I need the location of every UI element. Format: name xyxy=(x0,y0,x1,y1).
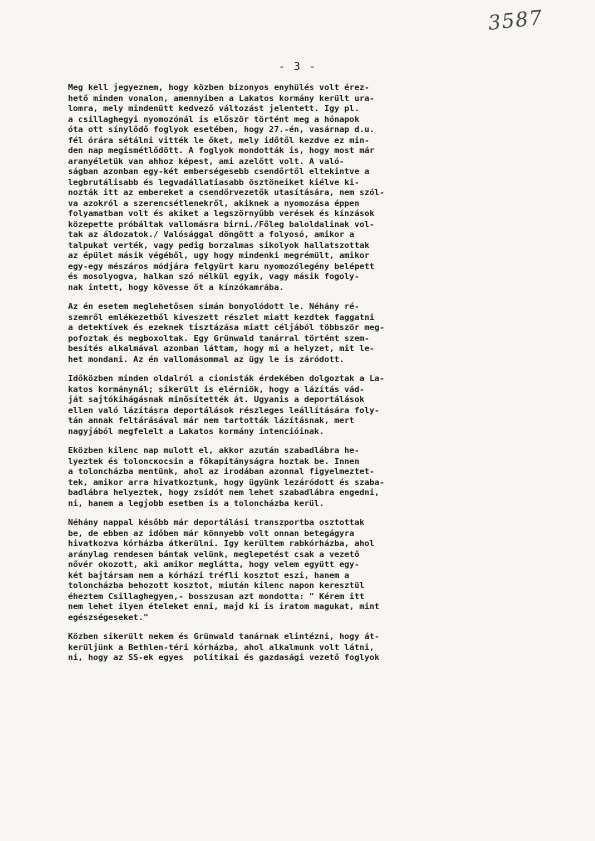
text-line: nővér okozott, aki amikor meglátta, hogy velem együtt egy- xyxy=(68,559,360,569)
paragraph xyxy=(68,373,558,436)
text-line: va azokról a szerencsétlenekről, akiknek a nyomozása éppen xyxy=(68,197,360,208)
text-line: ni, hogy az SS-ek egyes politikai és gazdasági vezető foglyok xyxy=(68,652,380,662)
text-line: két bajtársam nem a kórházi tréfli kosztot eszi, hanem a xyxy=(68,569,350,580)
text-line: közepette próbáltak vallomásra birni./Főleg baloldalinak vol- xyxy=(68,218,375,229)
text-line: het mondani. Az én vallomásommal az ügy le is záródott. xyxy=(68,353,345,364)
page-number: - 3 - xyxy=(278,60,317,73)
text-line: nozták itt az embereket a csendőrvezetők utasítására, nem szól- xyxy=(68,187,385,197)
text-line: kerüljünk a Bethlen-téri kórházba, ahol alkalmunk volt látni, xyxy=(68,641,375,652)
text-line: Közben sikerült nekem és Grünwald tanárnak elintézni, hogy át- xyxy=(68,631,380,641)
text-line: hivatkozva kórházba átkerülni. Igy kerültem rabkórházba, ahol xyxy=(68,538,375,548)
text-line: be, de ebben az időben már könnyebb volt onnan betegágyra xyxy=(68,527,355,538)
text-line: Meg kell jegyeznem, hogy közben bizonyos enyhülés volt érez- xyxy=(68,82,370,92)
text-line: talpukat verték, vagy pedig borzalmas sikolyok hallatszottak xyxy=(68,239,370,250)
paragraph xyxy=(68,517,558,622)
text-line: Időközben minden oldalról a cionisták érdekében dolgoztak a La- xyxy=(68,373,385,383)
text-line: az épület másik végéből, ugy hogy mindenki megrémült, amikor xyxy=(68,250,370,260)
archive-number: 3587 xyxy=(486,5,545,35)
text-line: szemről emlékezetből kiveszett részlet miatt kezdtek faggatni xyxy=(68,311,375,322)
paragraph xyxy=(68,301,558,364)
text-line: éheztem Csillaghegyen,- bosszusan azt mondotta: " Kérem itt xyxy=(68,590,365,601)
paragraph xyxy=(68,445,558,508)
text-line: Eközben kilenc nap mulott el, akkor azután szabadlábra he- xyxy=(68,445,360,455)
text-line: nak intett, hogy kövesse őt a kínzókamrába. xyxy=(68,281,285,292)
text-line: folyamatban volt és akiket a legszörnyűbb verések és kínzások xyxy=(68,208,375,218)
text-line: a toloncházba mentünk, ahol az irodában azonnal figyelmeztet- xyxy=(68,466,375,476)
text-line: katos kormánynál; sikerült is elérniök, hogy a lázítás vád- xyxy=(68,383,365,394)
text-line: legbrutálisabb és legvadállatiasabb ösztöneiket kiélve ki- xyxy=(68,176,360,187)
text-line: ni, hanem a legjobb esetben is a toloncházba kerül. xyxy=(68,497,325,508)
text-line: toloncházba behozott kosztot, miután kilenc napon keresztül xyxy=(68,580,365,590)
paragraph xyxy=(68,82,558,292)
text-line: tek, amikor arra hivatkoztunk, hogy ügyünk lezáródott és szaba- xyxy=(68,476,385,487)
text-line: aránylag rendesen bántak velünk, meglepetést csak a vezető xyxy=(68,548,360,559)
text-line: badlábra helyeztek, hogy zsidót nem lehet szabadlábra engedni, xyxy=(68,487,380,497)
text-line: tak az áldozatok./ Valósággal döngött a folyosó, amikor a xyxy=(68,229,355,239)
text-line: nagyjából megfelelt a Lakatos kormány intencióinak. xyxy=(68,425,325,436)
text-line: és mosolyogva, halkan szó nélkül egyik, vagy másik fogoly- xyxy=(68,271,360,281)
text-line: egy-egy mészáros módjára felgyürt karu nyomozólegény belépett xyxy=(68,260,375,271)
text-line: ságban azonban egy-két emberségesebb csendőrtől eltekintve a xyxy=(68,166,370,176)
text-line: a csillaghegyi nyomozónál is először történt meg a hónapok xyxy=(68,113,360,124)
text-line: besítés alkalmával azonban láttam, hogy mi a helyzet, mit le- xyxy=(68,343,375,353)
text-line: egészségeseket." xyxy=(68,611,149,622)
text-line: Néhány nappal később már deportálási transzportba osztottak xyxy=(68,517,365,527)
text-line: fél órára sétálni vitték le őket, mely időtől kezdve ez min- xyxy=(68,134,370,145)
text-line: aranyéletük van ahhoz képest, ami azelőtt volt. A való- xyxy=(68,155,345,166)
text-line: lyeztek és toloncкocsin a főkapitányságra hoztak be. Innen xyxy=(68,455,360,466)
text-line: Az én esetem meglehetősen simán bonyolódott le. Néhány ré- xyxy=(68,301,360,311)
text-line: tán annak feltárásával már nem tartották lázításnak, mert xyxy=(68,415,355,425)
document-body xyxy=(68,82,558,672)
text-line: óta ott sínylődő foglyok esetében, hogy 27.-én, vasárnap d.u. xyxy=(68,124,375,134)
paragraph xyxy=(68,631,558,663)
text-line: a detektívek és ezeknek tisztázása miatt céljából többször meg- xyxy=(68,322,385,332)
text-line: lomra, mely mindenütt kedvező változást jelentett. Igy pl. xyxy=(68,103,360,113)
text-line: ellen való lázításra deportálások részleges leállítására foly- xyxy=(68,404,380,415)
text-line: pofoztak és megboxoltak. Egy Grünwald tanárral történt szem- xyxy=(68,332,370,343)
text-line: hető minden vonalon, amennyiben a Lakatos kormány került ura- xyxy=(68,92,375,103)
text-line: ját sajtókihágásnak minősítették át. Ugyanis a deportálások xyxy=(68,394,365,404)
text-line: den nap megismétlődött. A foglyok mondották is, hogy most már xyxy=(68,145,375,155)
text-line: nem lehet ilyen ételeket enni, majd ki is iratom magukat, mint xyxy=(68,601,380,611)
